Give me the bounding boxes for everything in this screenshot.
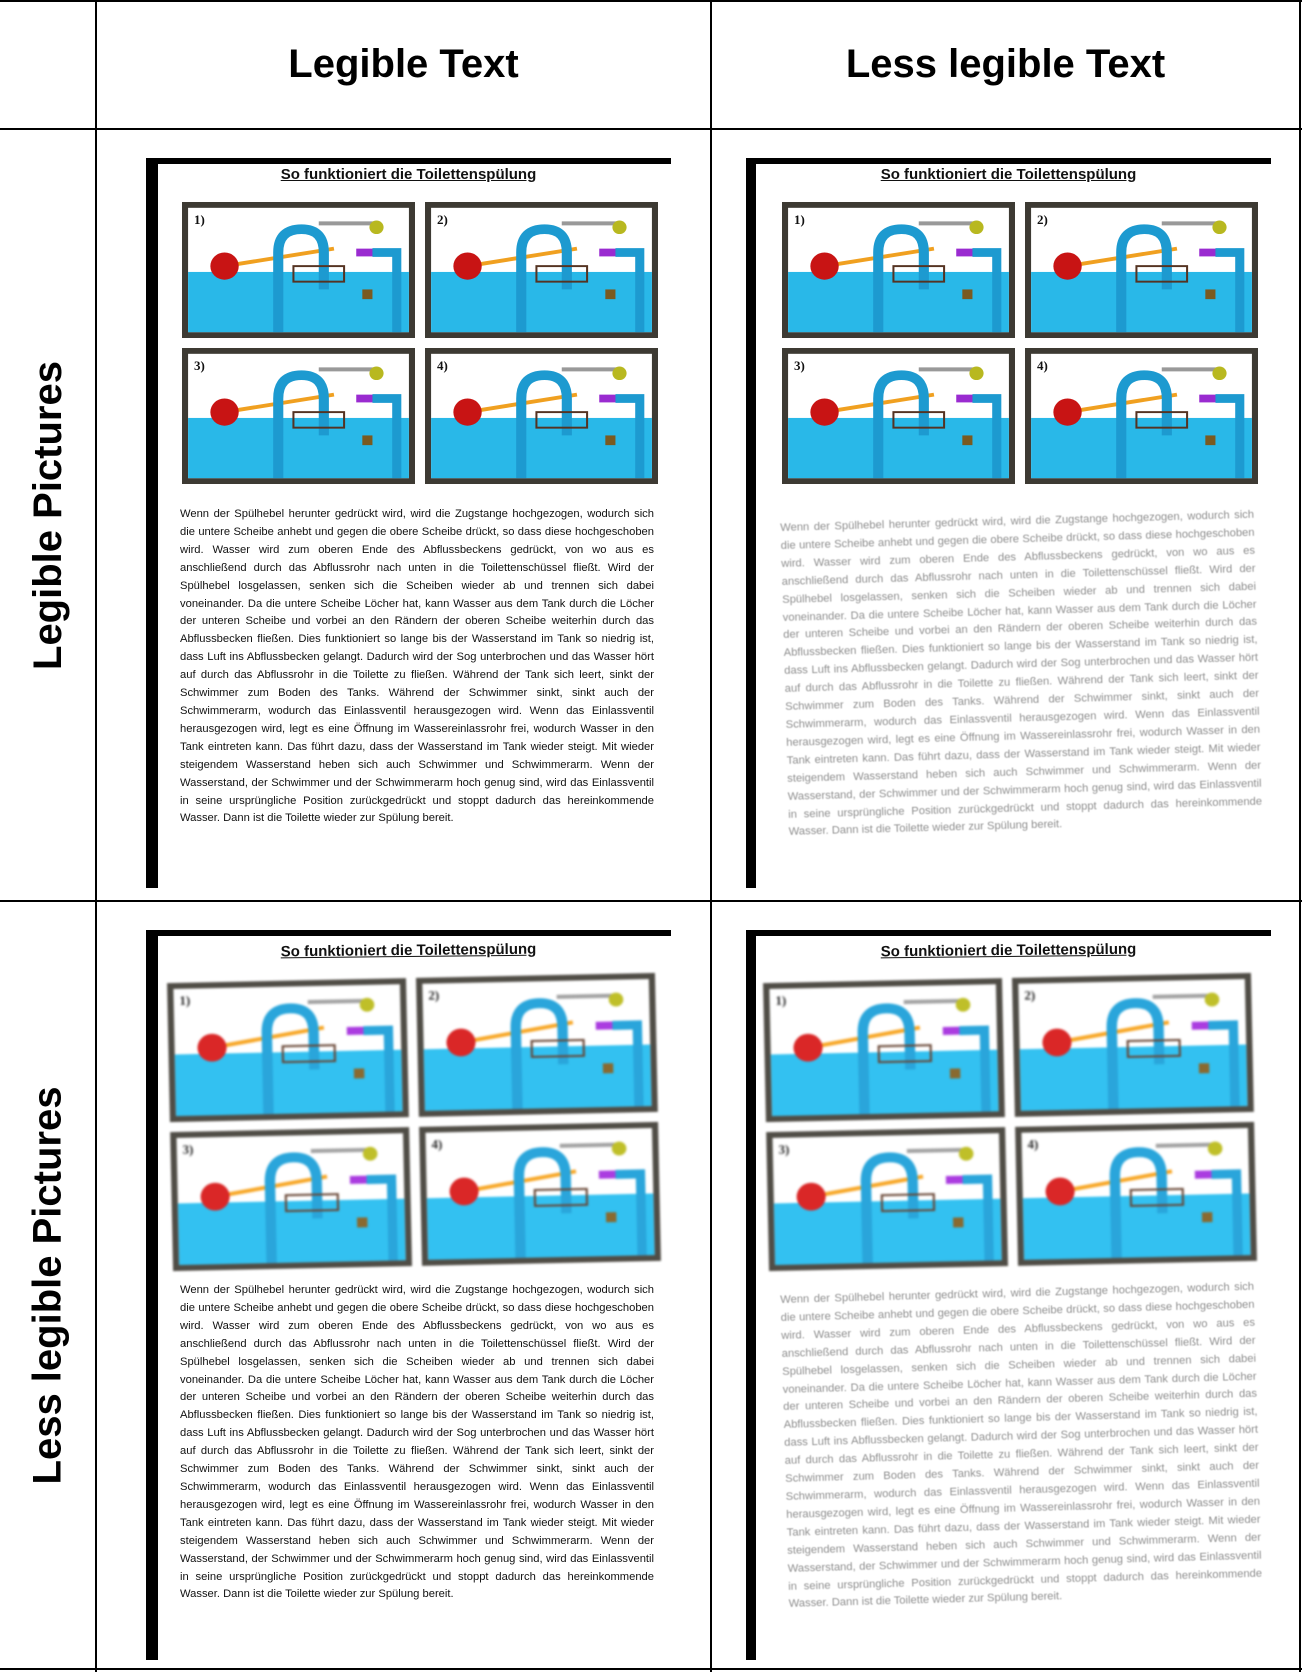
row-header-less-legible-pictures: [0, 902, 96, 1668]
doc-edge-left: [746, 930, 756, 1660]
flush-mechanism-diagram: [182, 202, 415, 338]
diagram-grid: [782, 202, 1258, 484]
diagram-panel-4: [1015, 1122, 1257, 1266]
diagram-panel-2: [416, 973, 658, 1117]
document-less-legible-text-legible-pictures: [746, 158, 1271, 888]
diagram-panel-2: [1012, 973, 1254, 1117]
flush-mechanism-diagram: [763, 978, 1005, 1122]
diagram-panel-1: [182, 202, 415, 338]
panel-number: 2): [1024, 987, 1036, 1003]
flush-mechanism-diagram: [182, 348, 415, 484]
document-legible-text-less-legible-pictures: [146, 930, 671, 1660]
document-body-text: Wenn der Spülhebel herunter gedrückt wird, wird die Zugstange hochgezogen, wodurch sich die untere Scheibe anhebt und gegen die obere Scheibe drückt, so dass diese hochgeschoben wird. Wasser wird zum oberen Ende des Abflussbeckens gedrückt, von wo aus es anschließend durch das Abflussrohr nach unten in die Toilettenschüssel fließt. Wird der Spülhebel losgelassen, senken sich die Scheiben wieder ab und trennen sich dabei voneinander. Da die untere Scheibe Löcher hat, kann Wasser aus dem Tank durch die Löcher der unteren Scheibe und vorbei an den Rändern der oberen Scheibe weiterhin durch das Abflussbecken fließen. Dies funktioniert so lange bis der Wasserstand im Tank so niedrig ist, dass Luft ins Abflussbecken gelangt. Dadurch wird der Sog unterbrochen und das Wasser hört auf durch das Abflussrohr in die Toilette zu fließen. Während der Tank sich leert, sinkt der Schwimmer zum Boden des Tanks. Während der Schwimmer sinkt, sinkt auch der Schwimmerarm, wodurch das Einlassventil herausgezogen wird. Wenn das Einlassventil herausgezogen wird, legt es eine Öffnung im Wassereinlassrohr frei, wodurch Wasser in den Tank eintreten kann. Das führt dazu, dass der Wasserstand im Tank wieder steigt. Mit wieder steigendem Wasserstand heben sich auch Schwimmer und Schwimmerarm. Wenn der Wasserstand, der Schwimmer und der Schwimmerarm hoch genug sind, wird das Einlassventil in seine ursprüngliche Position zurückgedrückt und stoppt dadurch das hereinkommende Wasser. Dann ist die Toilette wieder zur Spülung bereit.: [780, 1280, 1263, 1611]
panel-number: 1): [775, 992, 787, 1008]
document-title: So funktioniert die Toilettenspülung: [280, 166, 537, 183]
panel-number: 4): [437, 358, 448, 373]
panel-number: 4): [1037, 358, 1048, 373]
diagram-panel-1: [763, 978, 1005, 1122]
document-legible-text-legible-pictures: [146, 158, 671, 888]
flush-mechanism-diagram: [425, 202, 658, 338]
diagram-panel-3: [182, 348, 415, 484]
flush-mechanism-diagram: [419, 1122, 661, 1266]
diagram-grid: [167, 973, 661, 1271]
panel-number: 3): [794, 358, 805, 373]
diagram-grid: [763, 973, 1257, 1271]
panel-number: 3): [182, 1141, 194, 1157]
flush-mechanism-diagram: [782, 348, 1015, 484]
row-header-legible-pictures-label: Legible Pictures: [25, 360, 70, 670]
document-less-legible-text-less-legible-pictures: [746, 930, 1271, 1660]
doc-edge-left: [746, 158, 756, 888]
flush-mechanism-diagram: [782, 202, 1015, 338]
diagram-panel-1: [167, 978, 409, 1122]
panel-number: 4): [431, 1136, 443, 1152]
document-body-text: Wenn der Spülhebel herunter gedrückt wird, wird die Zugstange hochgezogen, wodurch sich die untere Scheibe anhebt und gegen die obere Scheibe drückt, so dass diese hochgeschoben wird. Wasser wird zum oberen Ende des Abflussbeckens gedrückt, von wo aus es anschließend durch das Abflussrohr nach unten in die Toilettenschüssel fließt. Wird der Spülhebel losgelassen, senken sich die Scheiben wieder ab und trennen sich dabei voneinander. Da die untere Scheibe Löcher hat, kann Wasser aus dem Tank durch die Löcher der unteren Scheibe und vorbei an den Rändern der oberen Scheibe weiterhin durch das Abflussbecken fließen. Dies funktioniert so lange bis der Wasserstand im Tank so niedrig ist, dass Luft ins Abflussbecken gelangt. Dadurch wird der Sog unterbrochen und das Wasser hört auf durch das Abflussrohr in die Toilette zu fließen. Während der Tank sich leert, sinkt der Schwimmer zum Boden des Tanks. Während der Schwimmer sinkt, sinkt auch der Schwimmerarm, wodurch das Einlassventil herausgezogen wird. Wenn das Einlassventil herausgezogen wird, legt es eine Öffnung im Wassereinlassrohr frei, wodurch Wasser in den Tank eintreten kann. Das führt dazu, dass der Wasserstand im Tank wieder steigt. Mit wieder steigendem Wasserstand heben sich auch Schwimmer und Schwimmerarm. Wenn der Wasserstand, der Schwimmer und der Schwimmerarm hoch genug sind, wird das Einlassventil in seine ursprüngliche Position zurückgedrückt und stoppt dadurch das hereinkommende Wasser. Dann ist die Toilette wieder zur Spülung bereit.: [180, 508, 654, 825]
grid-line-header-row: [0, 128, 1302, 130]
document-title: So funktioniert die Toilettenspülung: [880, 940, 1137, 961]
flush-mechanism-diagram: [167, 978, 409, 1122]
flush-mechanism-diagram: [1012, 973, 1254, 1117]
flush-mechanism-diagram: [1025, 202, 1258, 338]
panel-number: 1): [179, 992, 191, 1008]
row-header-less-legible-pictures-label: Less legible Pictures: [25, 1086, 70, 1484]
row-header-legible-pictures: [0, 130, 96, 900]
panel-number: 2): [437, 212, 448, 227]
diagram-panel-3: [766, 1127, 1008, 1271]
flush-mechanism-diagram: [1015, 1122, 1257, 1266]
document-body-text: Wenn der Spülhebel herunter gedrückt wird, wird die Zugstange hochgezogen, wodurch sich die untere Scheibe anhebt und gegen die obere Scheibe drückt, so dass diese hochgeschoben wird. Wasser wird zum oberen Ende des Abflussbeckens gedrückt, von wo aus es anschließend durch das Abflussrohr nach unten in die Toilettenschüssel fließt. Wird der Spülhebel losgelassen, senken sich die Scheiben wieder ab und trennen sich dabei voneinander. Da die untere Scheibe Löcher hat, kann Wasser aus dem Tank durch die Löcher der unteren Scheibe und vorbei an den Rändern der oberen Scheibe weiterhin durch das Abflussbecken fließen. Dies funktioniert so lange bis der Wasserstand im Tank so niedrig ist, dass Luft ins Abflussbecken gelangt. Dadurch wird der Sog unterbrochen und das Wasser hört auf durch das Abflussrohr in die Toilette zu fließen. Während der Tank sich leert, sinkt der Schwimmer zum Boden des Tanks. Während der Schwimmer sinkt, sinkt auch der Schwimmerarm, wodurch das Einlassventil herausgezogen wird. Wenn das Einlassventil herausgezogen wird, legt es eine Öffnung im Wassereinlassrohr frei, wodurch Wasser in den Tank eintreten kann. Das führt dazu, dass der Wasserstand im Tank wieder steigt. Mit wieder steigendem Wasserstand heben sich auch Schwimmer und Schwimmerarm. Wenn der Wasserstand, der Schwimmer und der Schwimmerarm hoch genug sind, wird das Einlassventil in seine ursprüngliche Position zurückgedrückt und stoppt dadurch das hereinkommende Wasser. Dann ist die Toilette wieder zur Spülung bereit.: [780, 508, 1263, 839]
diagram-panel-4: [1025, 348, 1258, 484]
doc-edge-top: [146, 930, 671, 936]
panel-number: 2): [1037, 212, 1048, 227]
document-title: So funktioniert die Toilettenspülung: [280, 940, 537, 961]
doc-edge-top: [746, 158, 1271, 164]
flush-mechanism-diagram: [170, 1127, 412, 1271]
diagram-grid: [182, 202, 658, 484]
diagram-panel-2: [425, 202, 658, 338]
diagram-panel-1: [782, 202, 1015, 338]
doc-edge-left: [146, 930, 158, 1660]
panel-number: 1): [194, 212, 205, 227]
flush-mechanism-diagram: [425, 348, 658, 484]
diagram-panel-3: [170, 1127, 412, 1271]
flush-mechanism-diagram: [1025, 348, 1258, 484]
panel-number: 3): [194, 358, 205, 373]
flush-mechanism-diagram: [416, 973, 658, 1117]
doc-edge-left: [146, 158, 158, 888]
doc-edge-top: [746, 930, 1271, 936]
doc-edge-top: [146, 158, 671, 164]
document-title: So funktioniert die Toilettenspülung: [880, 166, 1137, 183]
panel-number: 4): [1027, 1136, 1039, 1152]
panel-number: 3): [778, 1141, 790, 1157]
panel-number: 1): [794, 212, 805, 227]
grid-line-bottom: [0, 1668, 1302, 1670]
grid-line-right: [1299, 0, 1301, 1672]
panel-number: 2): [428, 987, 440, 1003]
flush-mechanism-diagram: [766, 1127, 1008, 1271]
column-header-legible-text: Legible Text: [288, 41, 519, 86]
diagram-panel-4: [425, 348, 658, 484]
grid-line-mid-row: [0, 900, 1302, 902]
grid-line-mid-col: [710, 0, 712, 1672]
diagram-panel-3: [782, 348, 1015, 484]
document-body-text: Wenn der Spülhebel herunter gedrückt wird, wird die Zugstange hochgezogen, wodurch sich die untere Scheibe anhebt und gegen die obere Scheibe drückt, so dass diese hochgeschoben wird. Wasser wird zum oberen Ende des Abflussbeckens gedrückt, von wo aus es anschließend durch das Abflussrohr nach unten in die Toilettenschüssel fließt. Wird der Spülhebel losgelassen, senken sich die Scheiben wieder ab und trennen sich dabei voneinander. Da die untere Scheibe Löcher hat, kann Wasser aus dem Tank durch die Löcher der unteren Scheibe und vorbei an den Rändern der oberen Scheibe weiterhin durch das Abflussbecken fließen. Dies funktioniert so lange bis der Wasserstand im Tank so niedrig ist, dass Luft ins Abflussbecken gelangt. Dadurch wird der Sog unterbrochen und das Wasser hört auf durch das Abflussrohr in die Toilette zu fließen. Während der Tank sich leert, sinkt der Schwimmer zum Boden des Tanks. Während der Schwimmer sinkt, sinkt auch der Schwimmerarm, wodurch das Einlassventil herausgezogen wird. Wenn das Einlassventil herausgezogen wird, legt es eine Öffnung im Wassereinlassrohr frei, wodurch Wasser in den Tank eintreten kann. Das führt dazu, dass der Wasserstand im Tank wieder steigt. Mit wieder steigendem Wasserstand heben sich auch Schwimmer und Schwimmerarm. Wenn der Wasserstand, der Schwimmer und der Schwimmerarm hoch genug sind, wird das Einlassventil in seine ursprüngliche Position zurückgedrückt und stoppt dadurch das hereinkommende Wasser. Dann ist die Toilette wieder zur Spülung bereit.: [180, 1284, 654, 1601]
column-header-less-legible-text: Less legible Text: [845, 41, 1166, 86]
diagram-panel-2: [1025, 202, 1258, 338]
diagram-panel-4: [419, 1122, 661, 1266]
